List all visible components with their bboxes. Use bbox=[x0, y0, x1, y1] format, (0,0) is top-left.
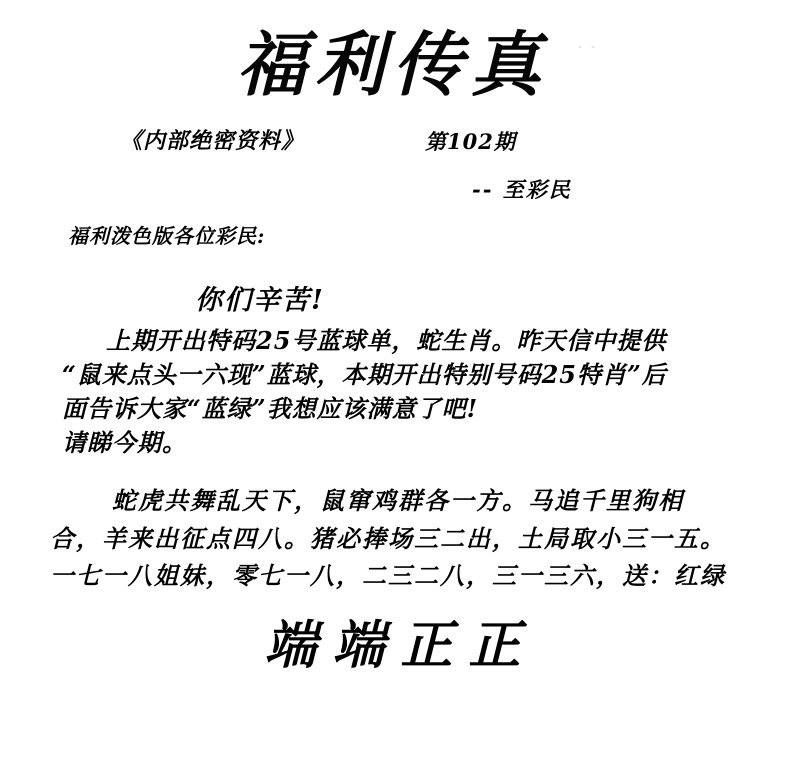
prediction-line: 一七一八姐妹，零七一八，二三二八，三一三六，送：红绿 bbox=[50, 560, 726, 590]
dedication-text: -- 至彩民 bbox=[472, 177, 572, 202]
prediction-line: 合，羊来出征点四八。猪必捧场三二出，土局取小三一五。 bbox=[50, 523, 726, 553]
body-line: 面告诉大家“蓝绿”我想应该满意了吧! bbox=[62, 394, 479, 424]
greeting-text: 福利泼色版各位彩民: bbox=[68, 224, 266, 248]
body-paragraph bbox=[0, 324, 785, 460]
issue-number: 第102期 bbox=[425, 129, 516, 154]
page-title: 福利传真 bbox=[236, 23, 549, 106]
exclamation-text: 你们辛苦! bbox=[195, 285, 325, 316]
greeting-line bbox=[0, 220, 785, 254]
printer-artifact-mark: - - bbox=[578, 40, 598, 53]
body-line: “鼠来点头一六现”蓝球，本期开出特别号码25特肖”后 bbox=[62, 360, 667, 390]
closing-slogan: 端端正正 bbox=[264, 614, 537, 676]
body-line: 请睇今期。 bbox=[62, 428, 187, 458]
exclamation-line bbox=[0, 278, 785, 318]
prediction-line: 蛇虎共舞乱天下，鼠窜鸡群各一方。马追千里狗相 bbox=[112, 486, 684, 516]
prediction-paragraph bbox=[0, 482, 785, 594]
body-line: 上期开出特码25号蓝球单，蛇生肖。昨天信中提供 bbox=[106, 326, 667, 355]
dedication-line bbox=[0, 174, 785, 208]
subtitle-row bbox=[0, 124, 785, 162]
subtitle-secret-material: 《内部绝密资料》 bbox=[120, 128, 305, 154]
